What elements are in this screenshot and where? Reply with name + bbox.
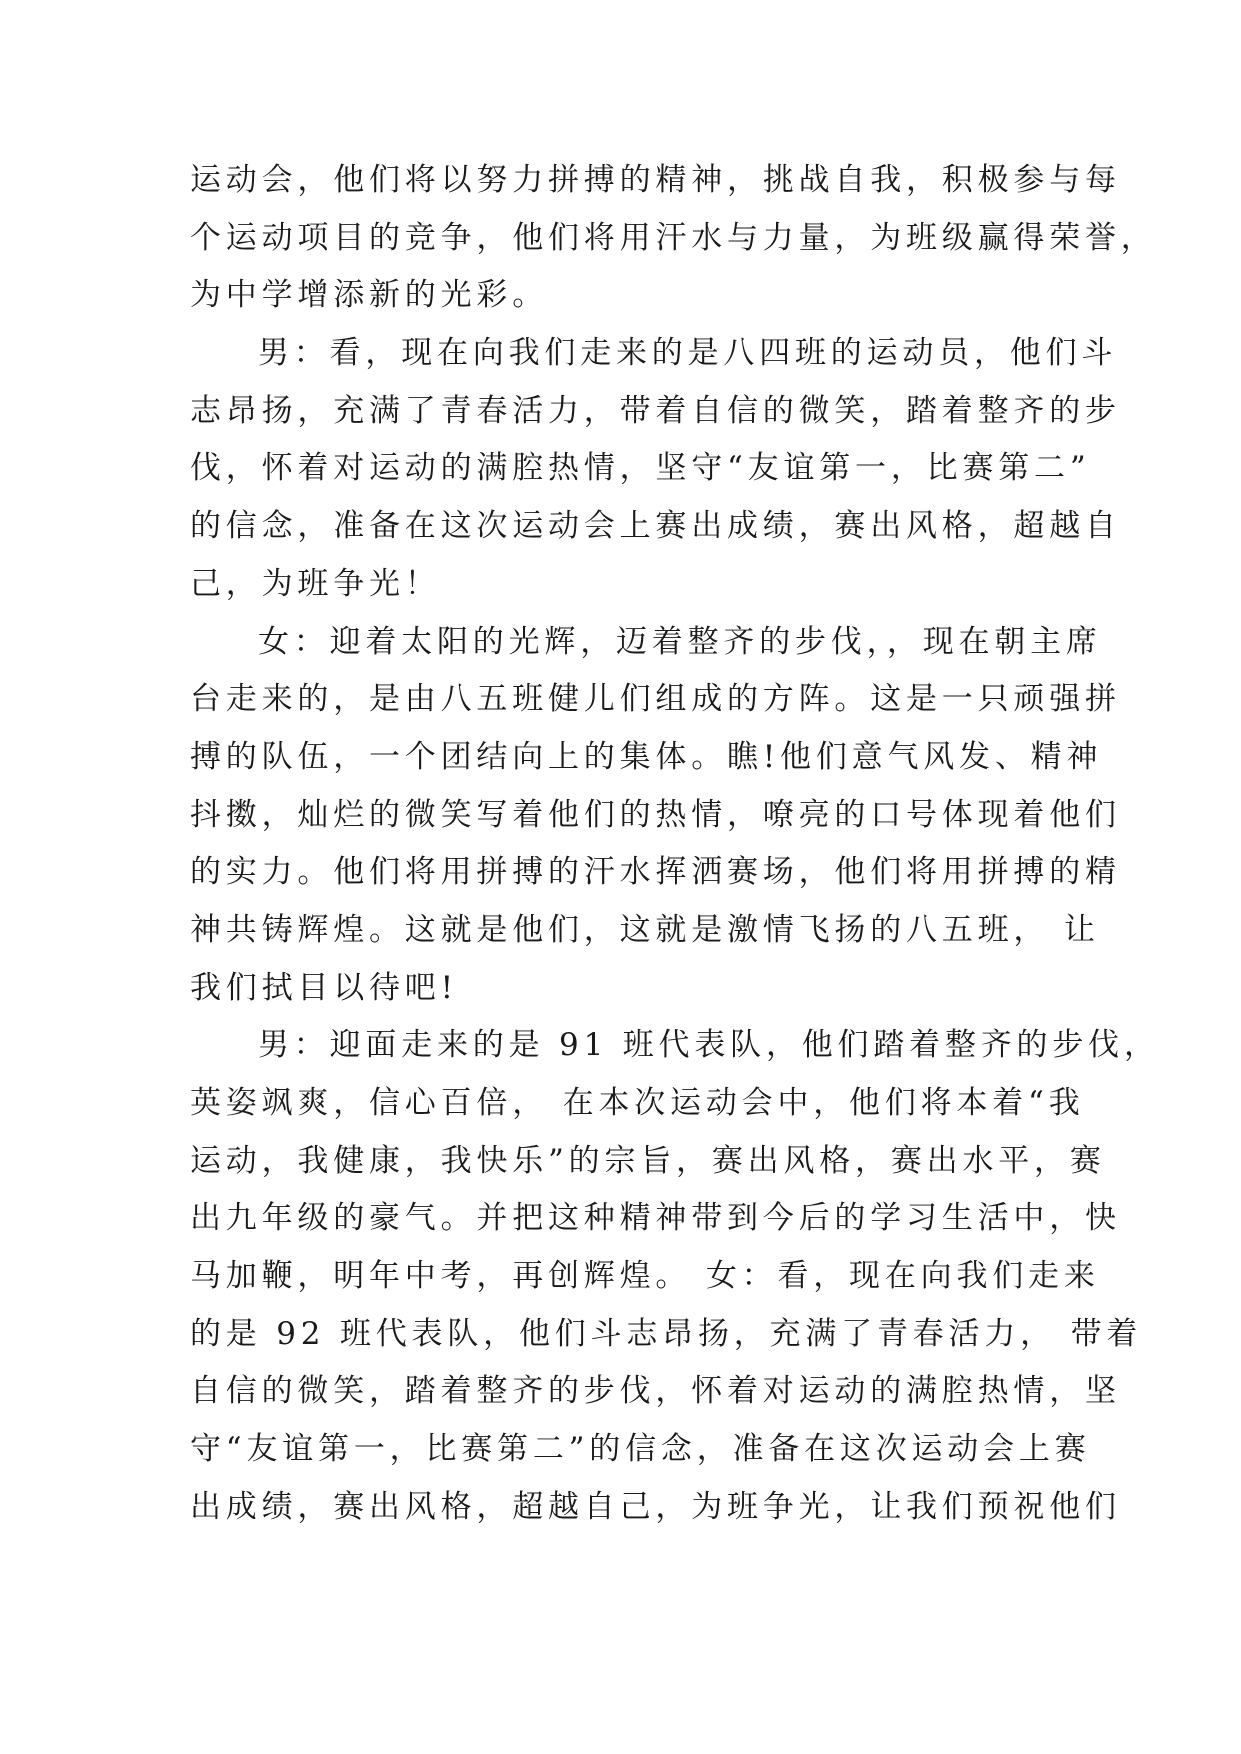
text-line: 的实力。他们将用拼搏的汗水挥洒赛场，他们将用拼搏的精 <box>190 854 1121 891</box>
text-line: 男：迎面走来的是 91 班代表队，他们踏着整齐的步伐， <box>258 1027 1160 1064</box>
text-line: 守“友谊第一，比赛第二”的信念，准备在这次运动会上赛 <box>190 1431 1091 1468</box>
text-line: 女：迎着太阳的光辉，迈着整齐的步伐，，现在朝主席 <box>258 623 1102 660</box>
text-line: 搏的队伍，一个团结向上的集体。瞧!他们意气风发、精神 <box>190 738 1103 775</box>
text-line: 我们拭目以待吧! <box>190 969 458 1006</box>
text-line: 运动，我健康，我快乐”的宗旨，赛出风格，赛出水平，赛 <box>190 1142 1106 1179</box>
text-line: 自信的微笑，踏着整齐的步伐，怀着对运动的满腔热情，坚 <box>190 1373 1121 1410</box>
text-line: 个运动项目的竞争，他们将用汗水与力量，为班级赢得荣誉， <box>190 219 1157 256</box>
text-line: 为中学增添新的光彩。 <box>190 277 548 314</box>
text-line: 抖擞，灿烂的微笑写着他们的热情，嘹亮的口号体现着他们 <box>190 796 1121 833</box>
text-line: 男：看，现在向我们走来的是八四班的运动员，他们斗 <box>258 335 1118 372</box>
text-line: 的信念，准备在这次运动会上赛出成绩，赛出风格，超越自 <box>190 508 1121 545</box>
text-line: 志昂扬，充满了青春活力，带着自信的微笑，踏着整齐的步 <box>190 392 1121 429</box>
text-line: 运动会，他们将以努力拼搏的精神，挑战自我，积极参与每 <box>190 162 1121 198</box>
text-line: 的是 92 班代表队，他们斗志昂扬，充满了青春活力， 带着 <box>190 1315 1143 1352</box>
text-line: 己，为班争光！ <box>190 565 441 602</box>
text-line: 台走来的，是由八五班健儿们组成的方阵。这是一只顽强拼 <box>190 681 1121 718</box>
text-line: 英姿飒爽，信心百倍， 在本次运动会中，他们将本着“我 <box>190 1085 1085 1121</box>
text-line: 出成绩，赛出风格，超越自己，为班争光，让我们预祝他们 <box>190 1488 1121 1525</box>
text-line: 出九年级的豪气。并把这种精神带到今后的学习生活中，快 <box>190 1200 1121 1237</box>
text-line: 伐，怀着对运动的满腔热情，坚守“友谊第一，比赛第二” <box>190 450 1091 487</box>
document-body <box>190 152 1160 1537</box>
text-line: 马加鞭，明年中考，再创辉煌。 女：看，现在向我们走来 <box>190 1258 1100 1295</box>
text-line: 神共铸辉煌。这就是他们，这就是激情飞扬的八五班， 让 <box>190 911 1100 948</box>
